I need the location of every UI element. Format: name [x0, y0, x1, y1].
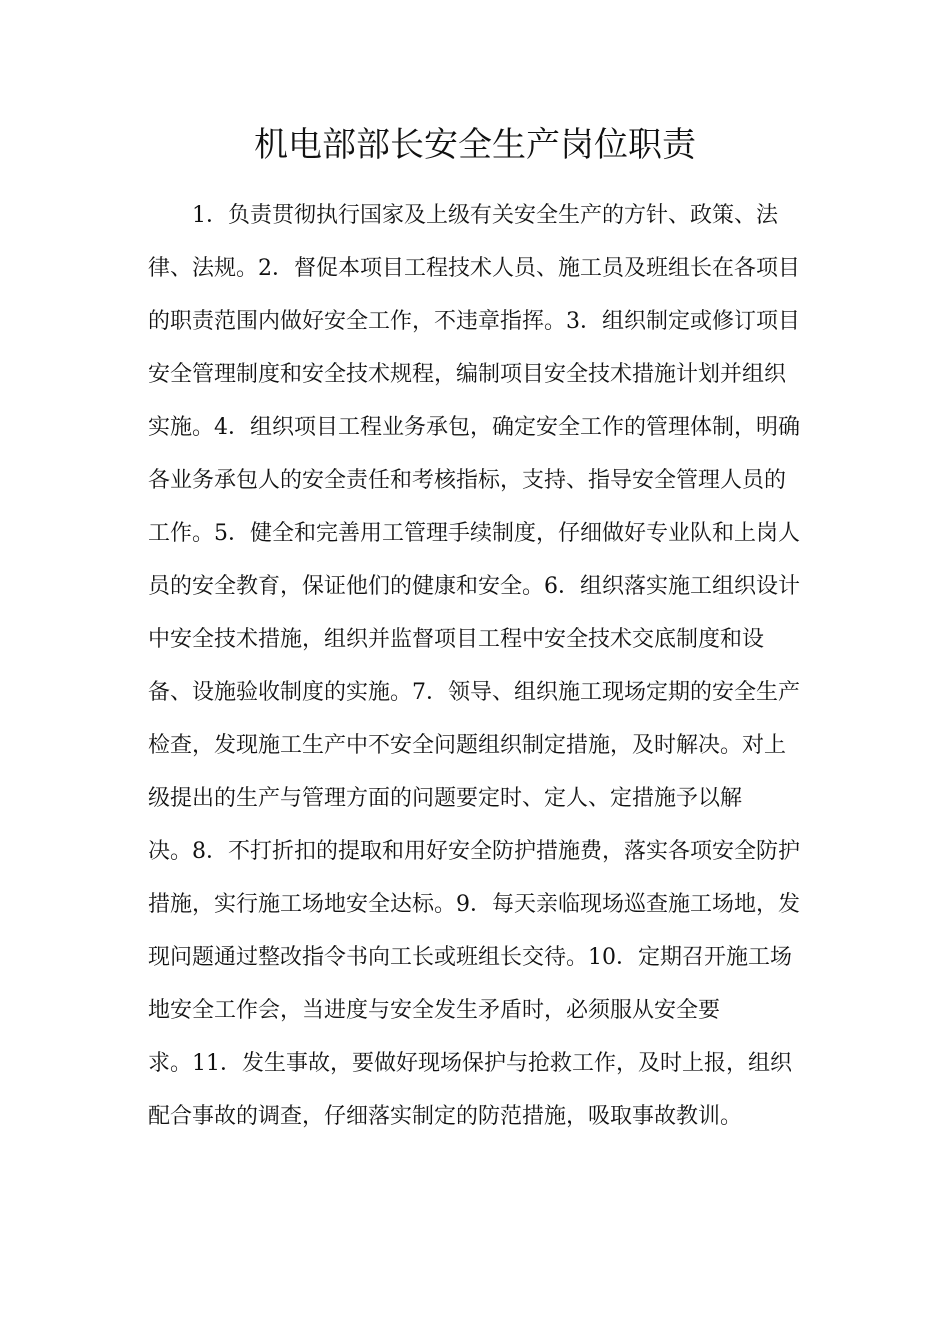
body-line: 备、设施验收制度的实施。7．领导、组织施工现场定期的安全生产: [148, 680, 800, 705]
body-line: 地安全工作会，当进度与安全发生矛盾时，必须服从安全要: [148, 998, 721, 1023]
body-line: 员的安全教育，保证他们的健康和安全。6．组织落实施工组织设计: [148, 574, 800, 599]
body-line: 的职责范围内做好安全工作，不违章指挥。3．组织制定或修订项目: [148, 309, 800, 334]
body-line: 中安全技术措施，组织并监督项目工程中安全技术交底制度和设: [148, 627, 765, 652]
body-line: 决。8．不打折扣的提取和用好安全防护措施费，落实各项安全防护: [148, 839, 800, 864]
body-line: 工作。5．健全和完善用工管理手续制度，仔细做好专业队和上岗人: [148, 521, 800, 546]
document-body: [148, 193, 808, 1147]
body-line: 检查，发现施工生产中不安全问题组织制定措施，及时解决。对上: [148, 733, 787, 758]
body-line: 求。11．发生事故，要做好现场保护与抢救工作，及时上报，组织: [148, 1051, 792, 1076]
body-line: 措施，实行施工场地安全达标。9．每天亲临现场巡查施工场地，发: [148, 892, 800, 917]
document-title: 机电部部长安全生产岗位职责: [254, 125, 696, 165]
body-line: 配合事故的调查，仔细落实制定的防范措施，吸取事故教训。: [148, 1104, 743, 1129]
body-line: 律、法规。2．督促本项目工程技术人员、施工员及班组长在各项目: [148, 256, 800, 281]
body-line: 实施。4．组织项目工程业务承包，确定安全工作的管理体制，明确: [148, 415, 800, 440]
body-line: 安全管理制度和安全技术规程，编制项目安全技术措施计划并组织: [148, 362, 787, 387]
body-line: 现问题通过整改指令书向工长或班组长交待。10．定期召开施工场: [148, 945, 792, 970]
body-line: 1．负责贯彻执行国家及上级有关安全生产的方针、政策、法: [192, 203, 778, 228]
body-line: 级提出的生产与管理方面的问题要定时、定人、定措施予以解: [148, 786, 743, 811]
body-line: 各业务承包人的安全责任和考核指标，支持、指导安全管理人员的: [148, 468, 787, 493]
